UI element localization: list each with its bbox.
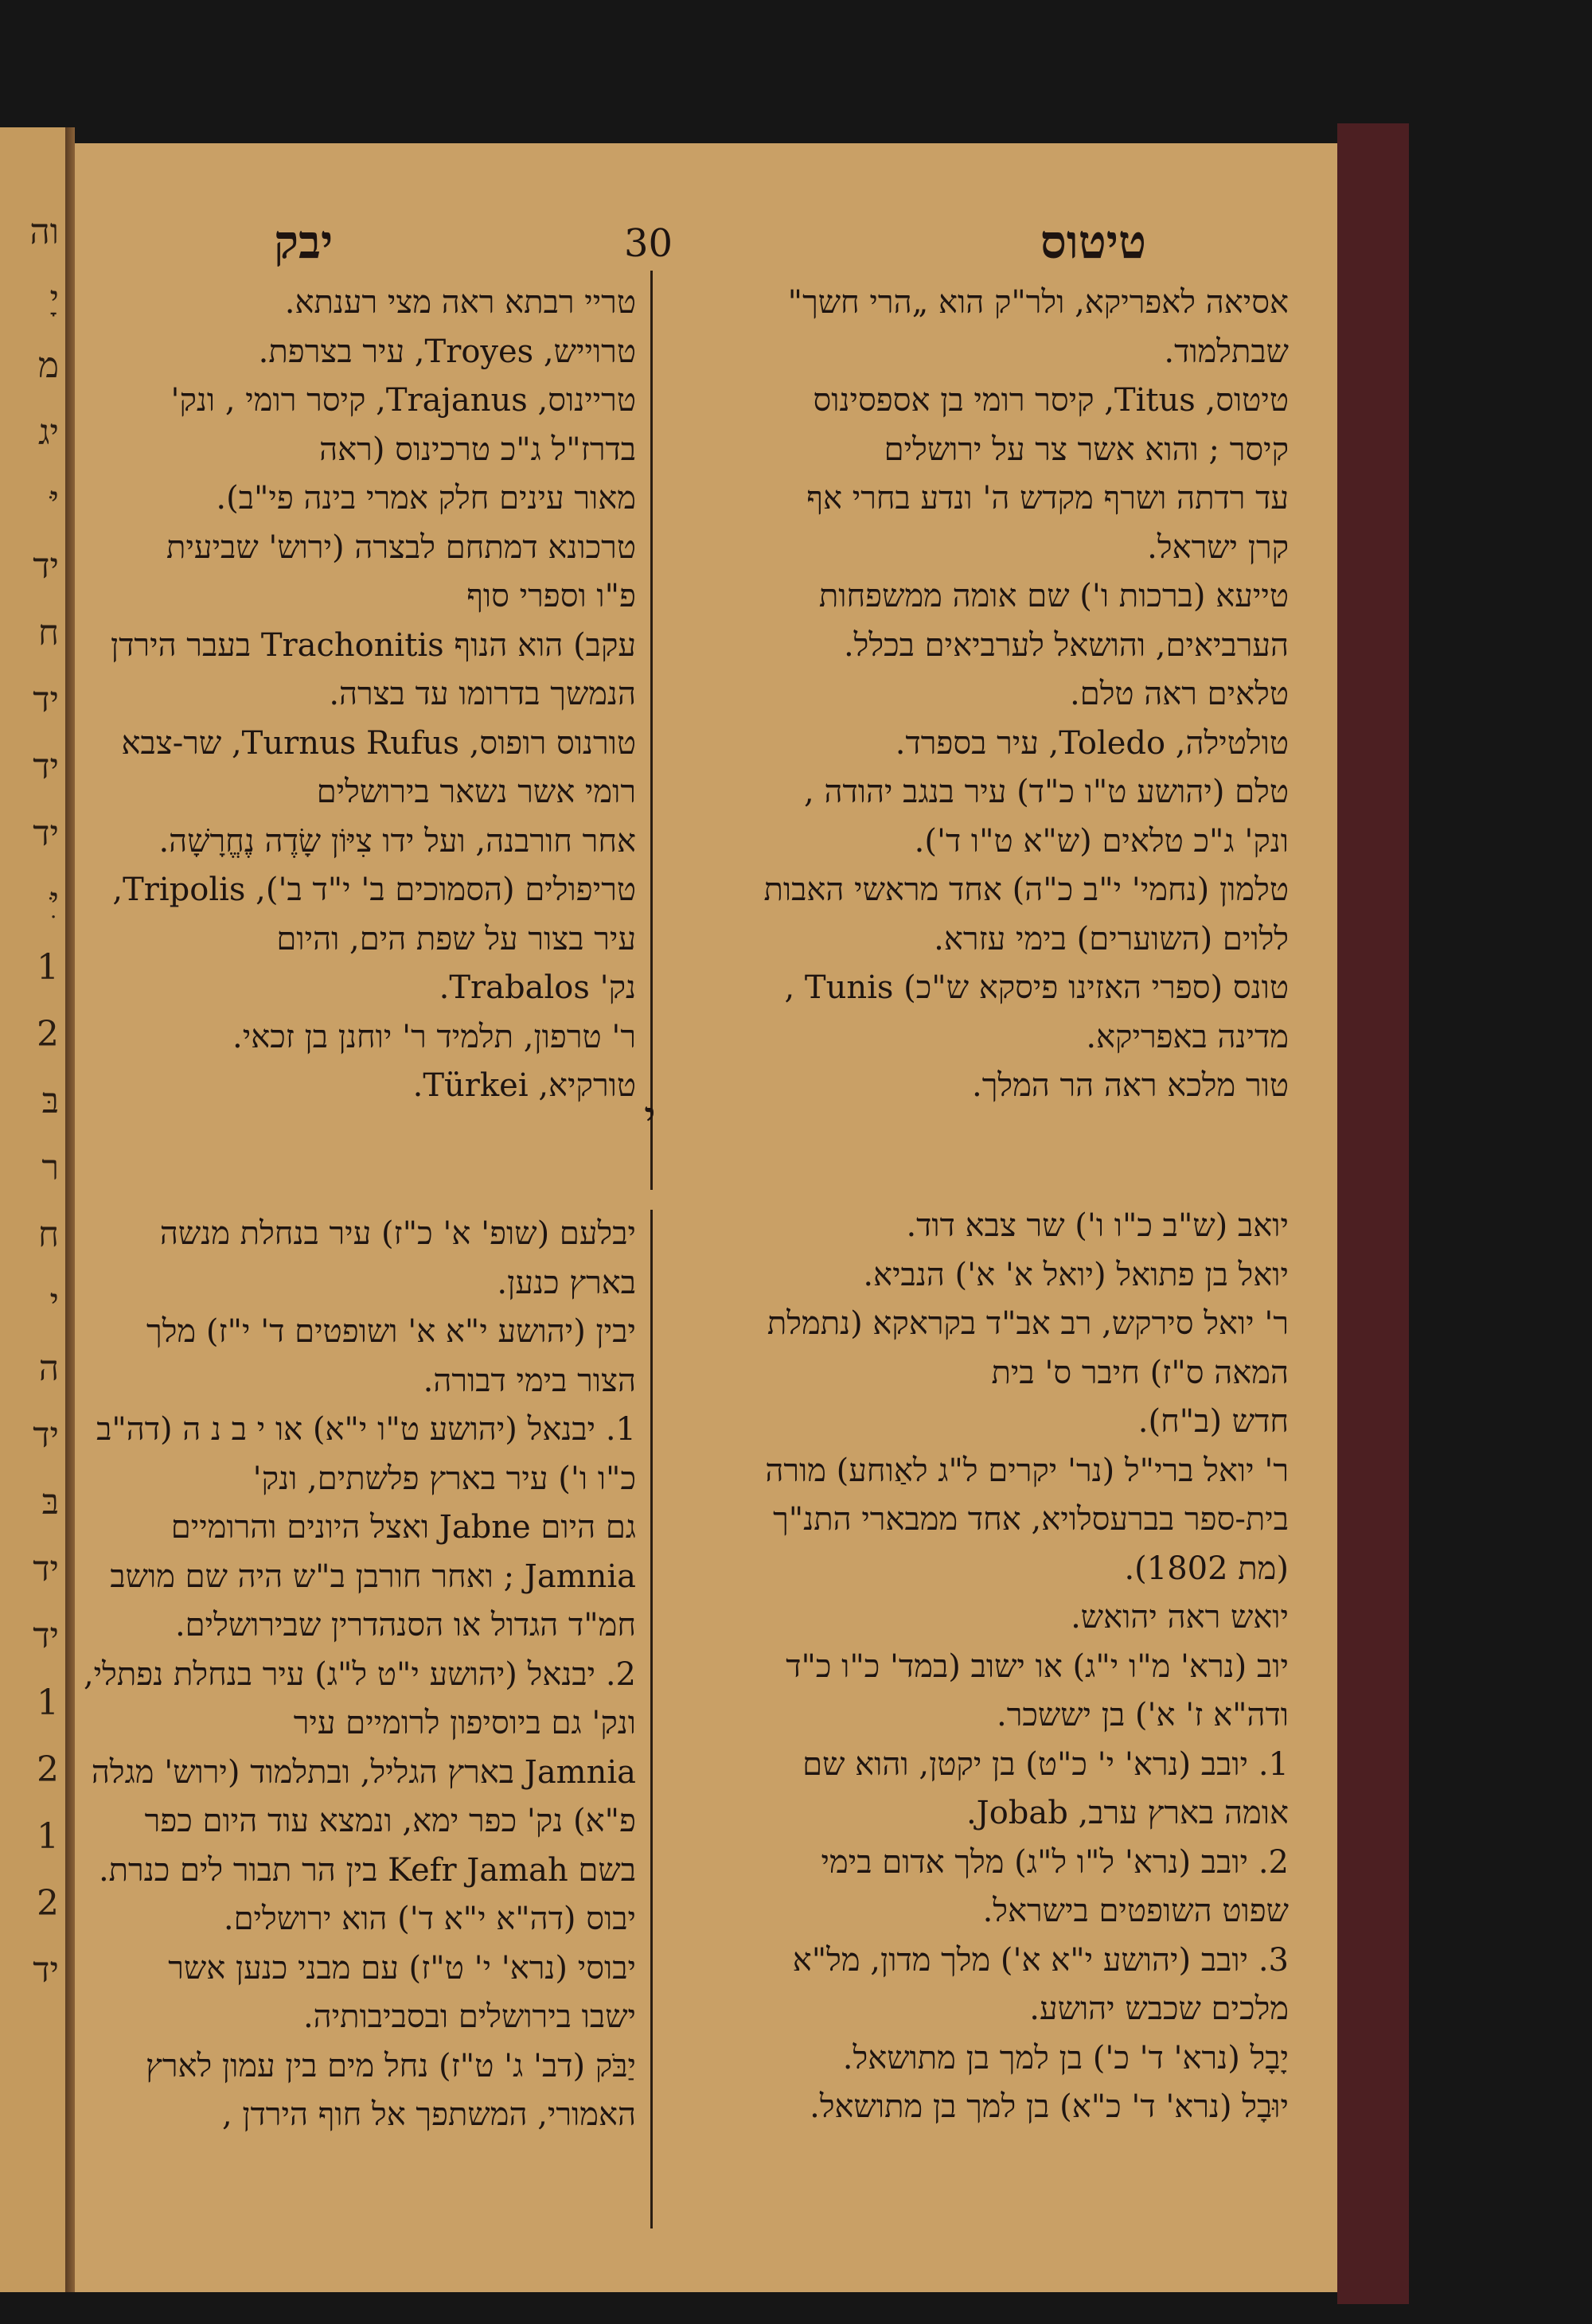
margin-fragment: בּ	[41, 1482, 59, 1523]
entry-line: הערביאים, והושאל לערביאים בכלל.	[843, 626, 1289, 664]
entry-line: אחר חורבנה, ועל ידו צִיּוֹן שָׂדֶה נֶחֱרָשָׁה.	[158, 822, 636, 860]
entry-line: פ"א) נק' כפר ימא, ונמצא עוד היום כפר	[144, 1803, 636, 1839]
left-page-edge	[0, 127, 65, 2292]
entry-line: קיסר ; והוא אשר צר על ירושלים	[884, 431, 1289, 468]
entry-line: ונק' גם ביוסיפון לרומיים עיר	[293, 1705, 636, 1741]
entry-line: בשם Kefr Jamah בין הר תבור לים כנרת.	[98, 1851, 636, 1889]
book-page	[75, 143, 1337, 2292]
entry-line: בארץ כנען.	[497, 1264, 636, 1301]
entry-line: טלם (יהושע ט"ו כ"ד) עיר בנגב יהודה ,	[804, 774, 1289, 810]
entry-line: עד רדתה ושרף מקדש ה' ונדע בחרי אף	[806, 480, 1289, 517]
entry-line: ודה"א ז' א') בן יששכר.	[996, 1697, 1289, 1733]
entry-line: 3. יובב (יהושע י"א א') מלך מדון, מל"א	[792, 1941, 1289, 1979]
column-divider-bottom	[650, 1210, 653, 2228]
entry-line: הצור בימי דבורה.	[423, 1362, 636, 1399]
entry-line: כ"ו ו') עיר בארץ פלשתים, ונק'	[252, 1460, 636, 1497]
entry-line: טונס (ספרי האזינו פיסקא ש"כ) Tunis ,	[784, 969, 1289, 1006]
entry-line: חדש (ב"ח).	[1137, 1403, 1289, 1440]
margin-fragment: יד	[33, 1616, 59, 1656]
entry-line: פ"ו וספרי סוף	[466, 578, 636, 614]
margin-fragment: 2	[37, 1014, 59, 1055]
entry-line: ר' יואל ברי"ל (נר' יקרים ל"ג לאַוחע) מורה	[765, 1452, 1289, 1489]
entry-line: טור מלכא ראה הר המלך.	[972, 1067, 1289, 1104]
entry-line: קרן ישראל.	[1147, 528, 1289, 566]
entry-line: 1. יבנאל (יהושע ט"ו י"א) או י ב נ ה (דה"ב	[96, 1411, 636, 1448]
entry-line: יואל בן פתואל (יואל א' א') הנביא.	[863, 1256, 1289, 1293]
margin-fragment: יָ	[49, 279, 59, 319]
entry-line: טורנוס רופוס, Turnus Rufus, שר-צבא	[121, 724, 636, 762]
entry-line: יבלעם (שופ' א' כ"ז) עיר בנחלת מנשה	[159, 1215, 636, 1252]
margin-fragment: יג	[37, 412, 59, 453]
entry-line: יוּבָל (נרא' ד' כ"א) בן למך בן מתושאל.	[810, 2088, 1289, 2125]
entry-line: גם היום Jabne ואצל היונים והרומיים	[170, 1509, 636, 1546]
entry-line: טריי רבתא ראה מצי רענתא.	[284, 284, 636, 321]
entry-line: טורקיא, Türkei.	[412, 1067, 636, 1104]
entry-line: אומה בארץ ערב, Jobab.	[966, 1795, 1289, 1831]
margin-fragment: מ	[37, 345, 59, 386]
entry-line: טולטילה, Toledo, עיר בספרד.	[895, 724, 1289, 762]
entry-line: יַבֹּק (דב' ג' ט"ז) נחל מים בין עמון לארץ	[145, 2047, 636, 2084]
margin-fragment: יד	[33, 546, 59, 587]
entry-line: יָבָל (נרא' ד' כ') בן למך בן מתושאל.	[842, 2039, 1289, 2076]
section-letter-yod: י	[644, 1090, 657, 1144]
entry-line: ר' טרפון, תלמיד ר' יוחנן בן זכאי.	[232, 1018, 636, 1055]
entry-line: 2. יבנאל (יהושע י"ט ל"ג) עיר בנחלת נפתלי,	[83, 1655, 636, 1693]
margin-fragment: 1	[37, 1683, 59, 1723]
left-page-margin-text	[3, 199, 59, 2004]
entry-line: המאה ס"ז) חיבר ס' בית	[991, 1354, 1289, 1391]
entry-line: טריינוס, Trajanus, קיסר רומי , ונק'	[170, 382, 636, 419]
entry-line: טריפולים (הסמוכים ב' י"ד ב'), Tripolis,	[112, 872, 636, 908]
entry-line: חמ"ד הגדול או הסנהדרין שבירושלים.	[174, 1607, 636, 1644]
entry-line: ישבו בירושלים ובסביבותיה.	[302, 1998, 636, 2035]
margin-fragment: יד	[33, 680, 59, 720]
entry-line: האמורי, המשתפך אל חוף הירדן ,	[221, 2096, 636, 2133]
entry-line: Jamnia ; ואחר חורבן ב"ש היה שם מושב	[110, 1558, 636, 1595]
margin-fragment: יד	[33, 1415, 59, 1456]
entry-line: רומי אשר נשאר בירושלים	[316, 774, 636, 810]
entry-line: מדינה באפריקא.	[1086, 1018, 1289, 1055]
entry-line: שבתלמוד.	[1164, 333, 1289, 370]
column-top-left	[111, 279, 636, 1111]
entry-line: בית-ספר בברעסלויא, אחד ממבארי התנ"ך	[773, 1501, 1289, 1538]
entry-line: יוב (נרא' מ"ו י"ג) או ישוב (במד' כ"ו כ"ד	[786, 1647, 1289, 1685]
margin-fragment: י	[49, 1281, 59, 1322]
entry-line: ונק' ג"כ טלאים (ש"א ט"ו ד').	[914, 822, 1289, 860]
entry-line: מאור עינים חלק אמרי בינה פי"ב).	[216, 480, 636, 517]
margin-fragment: ח	[37, 1215, 59, 1255]
entry-line: יבוסי (נרא' י' ט"ז) עם מבני כנען אשר	[168, 1949, 636, 1987]
entry-line: מלכים שכבש יהושע.	[1029, 1991, 1289, 2027]
margin-fragment: יד	[33, 1549, 59, 1589]
column-bottom-left	[83, 1210, 636, 2140]
page-number: 30	[624, 221, 673, 266]
entry-line: 1. יובב (נרא' י' כ"ט) בן יקטן, והוא שם	[802, 1745, 1289, 1783]
entry-line: יואש ראה יהואש.	[1071, 1599, 1289, 1636]
entry-line: ר' יואל סירקש, רב אב"ד בקראקא (נתמלת	[767, 1305, 1289, 1342]
entry-line: הנמשך בדרומו עד בצרה.	[329, 676, 636, 712]
margin-fragment: יִּ	[49, 880, 59, 921]
column-top-right	[668, 279, 1289, 1111]
entry-line: יואב (ש"ב כ"ו ו') שר צבא דוד.	[906, 1207, 1289, 1244]
entry-line: בדרז"ל ג"כ טרכינוס (ראה	[319, 431, 636, 468]
entry-line: טרכונא דמתחם לבצרה (ירוש' שביעית	[166, 528, 636, 566]
entry-line: טרוייש, Troyes, עיר בצרפת.	[258, 333, 636, 370]
margin-fragment: יד	[33, 813, 59, 854]
entry-line: יבוס (דה"א י"א ד') הוא ירושלים.	[223, 1901, 636, 1937]
book-spine	[65, 127, 75, 2292]
column-divider-top	[650, 271, 653, 1190]
margin-fragment: יד	[33, 1950, 59, 1991]
entry-line: ללוים (השוערים) בימי עזרא.	[934, 920, 1289, 957]
running-head-right: טיטוס	[1040, 215, 1146, 269]
entry-line: עקב) הוא הנוף Trachonitis בעבר הירדן	[111, 626, 636, 664]
book-cover-edge	[1337, 123, 1409, 2304]
margin-fragment: 2	[37, 1749, 59, 1790]
margin-fragment: יד	[33, 747, 59, 787]
entry-line: עיר בצור על שפת הים, והיום	[276, 920, 636, 957]
running-head-left: יבק	[274, 215, 334, 269]
margin-fragment: ה	[38, 1348, 59, 1389]
entry-line: (מת 1802).	[1124, 1550, 1289, 1587]
margin-fragment: יּ	[49, 479, 59, 520]
column-bottom-right	[668, 1202, 1289, 2132]
margin-fragment: ח	[37, 613, 59, 653]
margin-fragment: בּ	[41, 1081, 59, 1121]
entry-line: יבין (יהושע י"א א' ושופטים ד' י"ז) מלך	[146, 1313, 636, 1350]
margin-fragment: 1	[37, 947, 59, 988]
entry-line: נק' Trabalos.	[439, 969, 636, 1006]
entry-line: טיטוס, Titus, קיסר רומי בן אספסינוס	[813, 382, 1289, 419]
margin-fragment: וה	[29, 212, 59, 252]
entry-line: שפוט השופטים בישראל.	[982, 1893, 1289, 1929]
entry-line: טייעא (ברכות ו') שם אומה ממשפחות	[818, 578, 1289, 614]
margin-fragment: ר	[41, 1148, 59, 1188]
entry-line: טלמון (נחמי' י"ב כ"ה) אחד מראשי האבות	[763, 872, 1289, 908]
entry-line: Jamnia בארץ הגליל, ובתלמוד (ירוש' מגלה	[91, 1753, 636, 1791]
margin-fragment: 2	[37, 1883, 59, 1924]
entry-line: 2. יובב (נרא' ל"ו ל"ג) מלך אדום בימי	[821, 1843, 1289, 1881]
entry-line: אסיאה לאפריקא, ולר"ק הוא „הרי חשך"	[787, 284, 1289, 321]
entry-line: טלאים ראה טלם.	[1070, 676, 1289, 712]
margin-fragment: 1	[37, 1816, 59, 1857]
